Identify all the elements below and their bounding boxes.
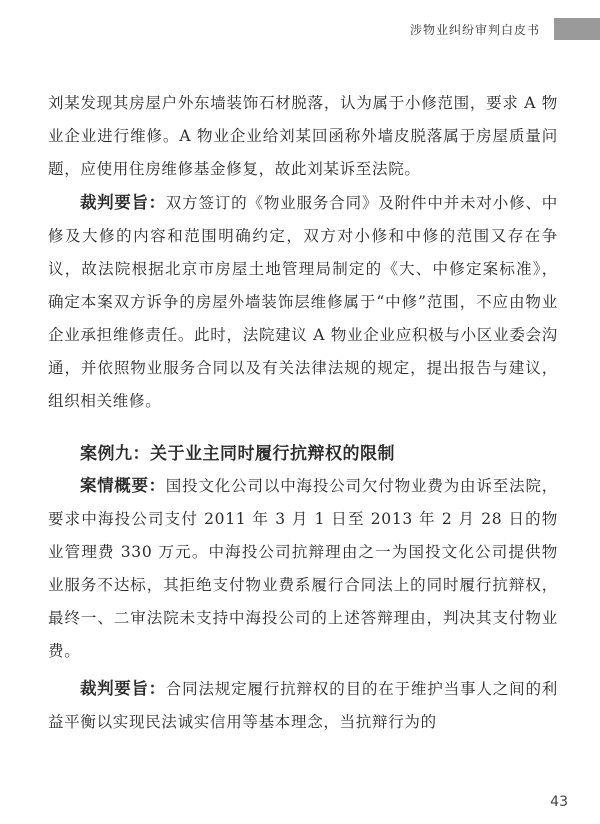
body-paragraph-ruling-1 bbox=[48, 186, 558, 418]
body-paragraph-case-summary bbox=[48, 469, 558, 668]
ruling-text-1: 双方签订的《物业服务合同》及附件中并未对小修、中修及大修的内容和范围明确约定，双方对小修和中修的范围又存在争议，故法院根据北京市房屋土地管理局制定的《大、中修定案标准》，确定本案双方诉争的房屋外墙装饰层维修属于“中修”范围，不应由物业企业承担维修责任。此时，法院建议 A 物业企业应积极与小区业委会沟通，并依照物业服务合同以及有关法律法规的规定，提出报告与建议，组织相关维修。 bbox=[48, 194, 558, 410]
body-paragraph-1: 刘某发现其房屋户外东墙装饰石材脱落，认为属于小修范围，要求 A 物业企业进行维修。A 物业企业给刘某回函称外墙皮脱落属于房屋质量问题，应使用住房维修基金修复，故此刘某诉至法院。 bbox=[48, 94, 558, 178]
case-nine-title: 案例九：关于业主同时履行抗辩权的限制 bbox=[80, 444, 395, 464]
header-decorative-bar bbox=[554, 18, 600, 40]
ruling-text-2: 合同法规定履行抗辩权的目的在于维护当事人之间的利益平衡以实现民法诚实信用等基本理念，当抗辩行为的 bbox=[48, 680, 558, 731]
ruling-heading-2: 裁判要旨： bbox=[80, 679, 166, 698]
running-header-title: 涉物业纠纷审判白皮书 bbox=[409, 23, 540, 37]
case-summary-text: 国投文化公司以中海投公司欠付物业费为由诉至法院，要求中海投公司支付 2011 年 3 月 1 日至 2013 年 2 月 28 日的物业管理费 330 万元。中海投公司抗辩理由之一为国投文化公司提供物业服务不达标，其拒绝支付物业费系履行合同法上的同时履行抗辩权，最终一、二审法院未支持中海投公司的上述答辩理由，判决其支付物业费。 bbox=[48, 477, 558, 660]
page-number: 43 bbox=[550, 794, 568, 810]
case-summary-heading: 案情概要： bbox=[80, 476, 166, 495]
ruling-heading-1: 裁判要旨： bbox=[80, 193, 166, 212]
page-body bbox=[48, 87, 558, 739]
body-paragraph-ruling-2 bbox=[48, 672, 558, 739]
